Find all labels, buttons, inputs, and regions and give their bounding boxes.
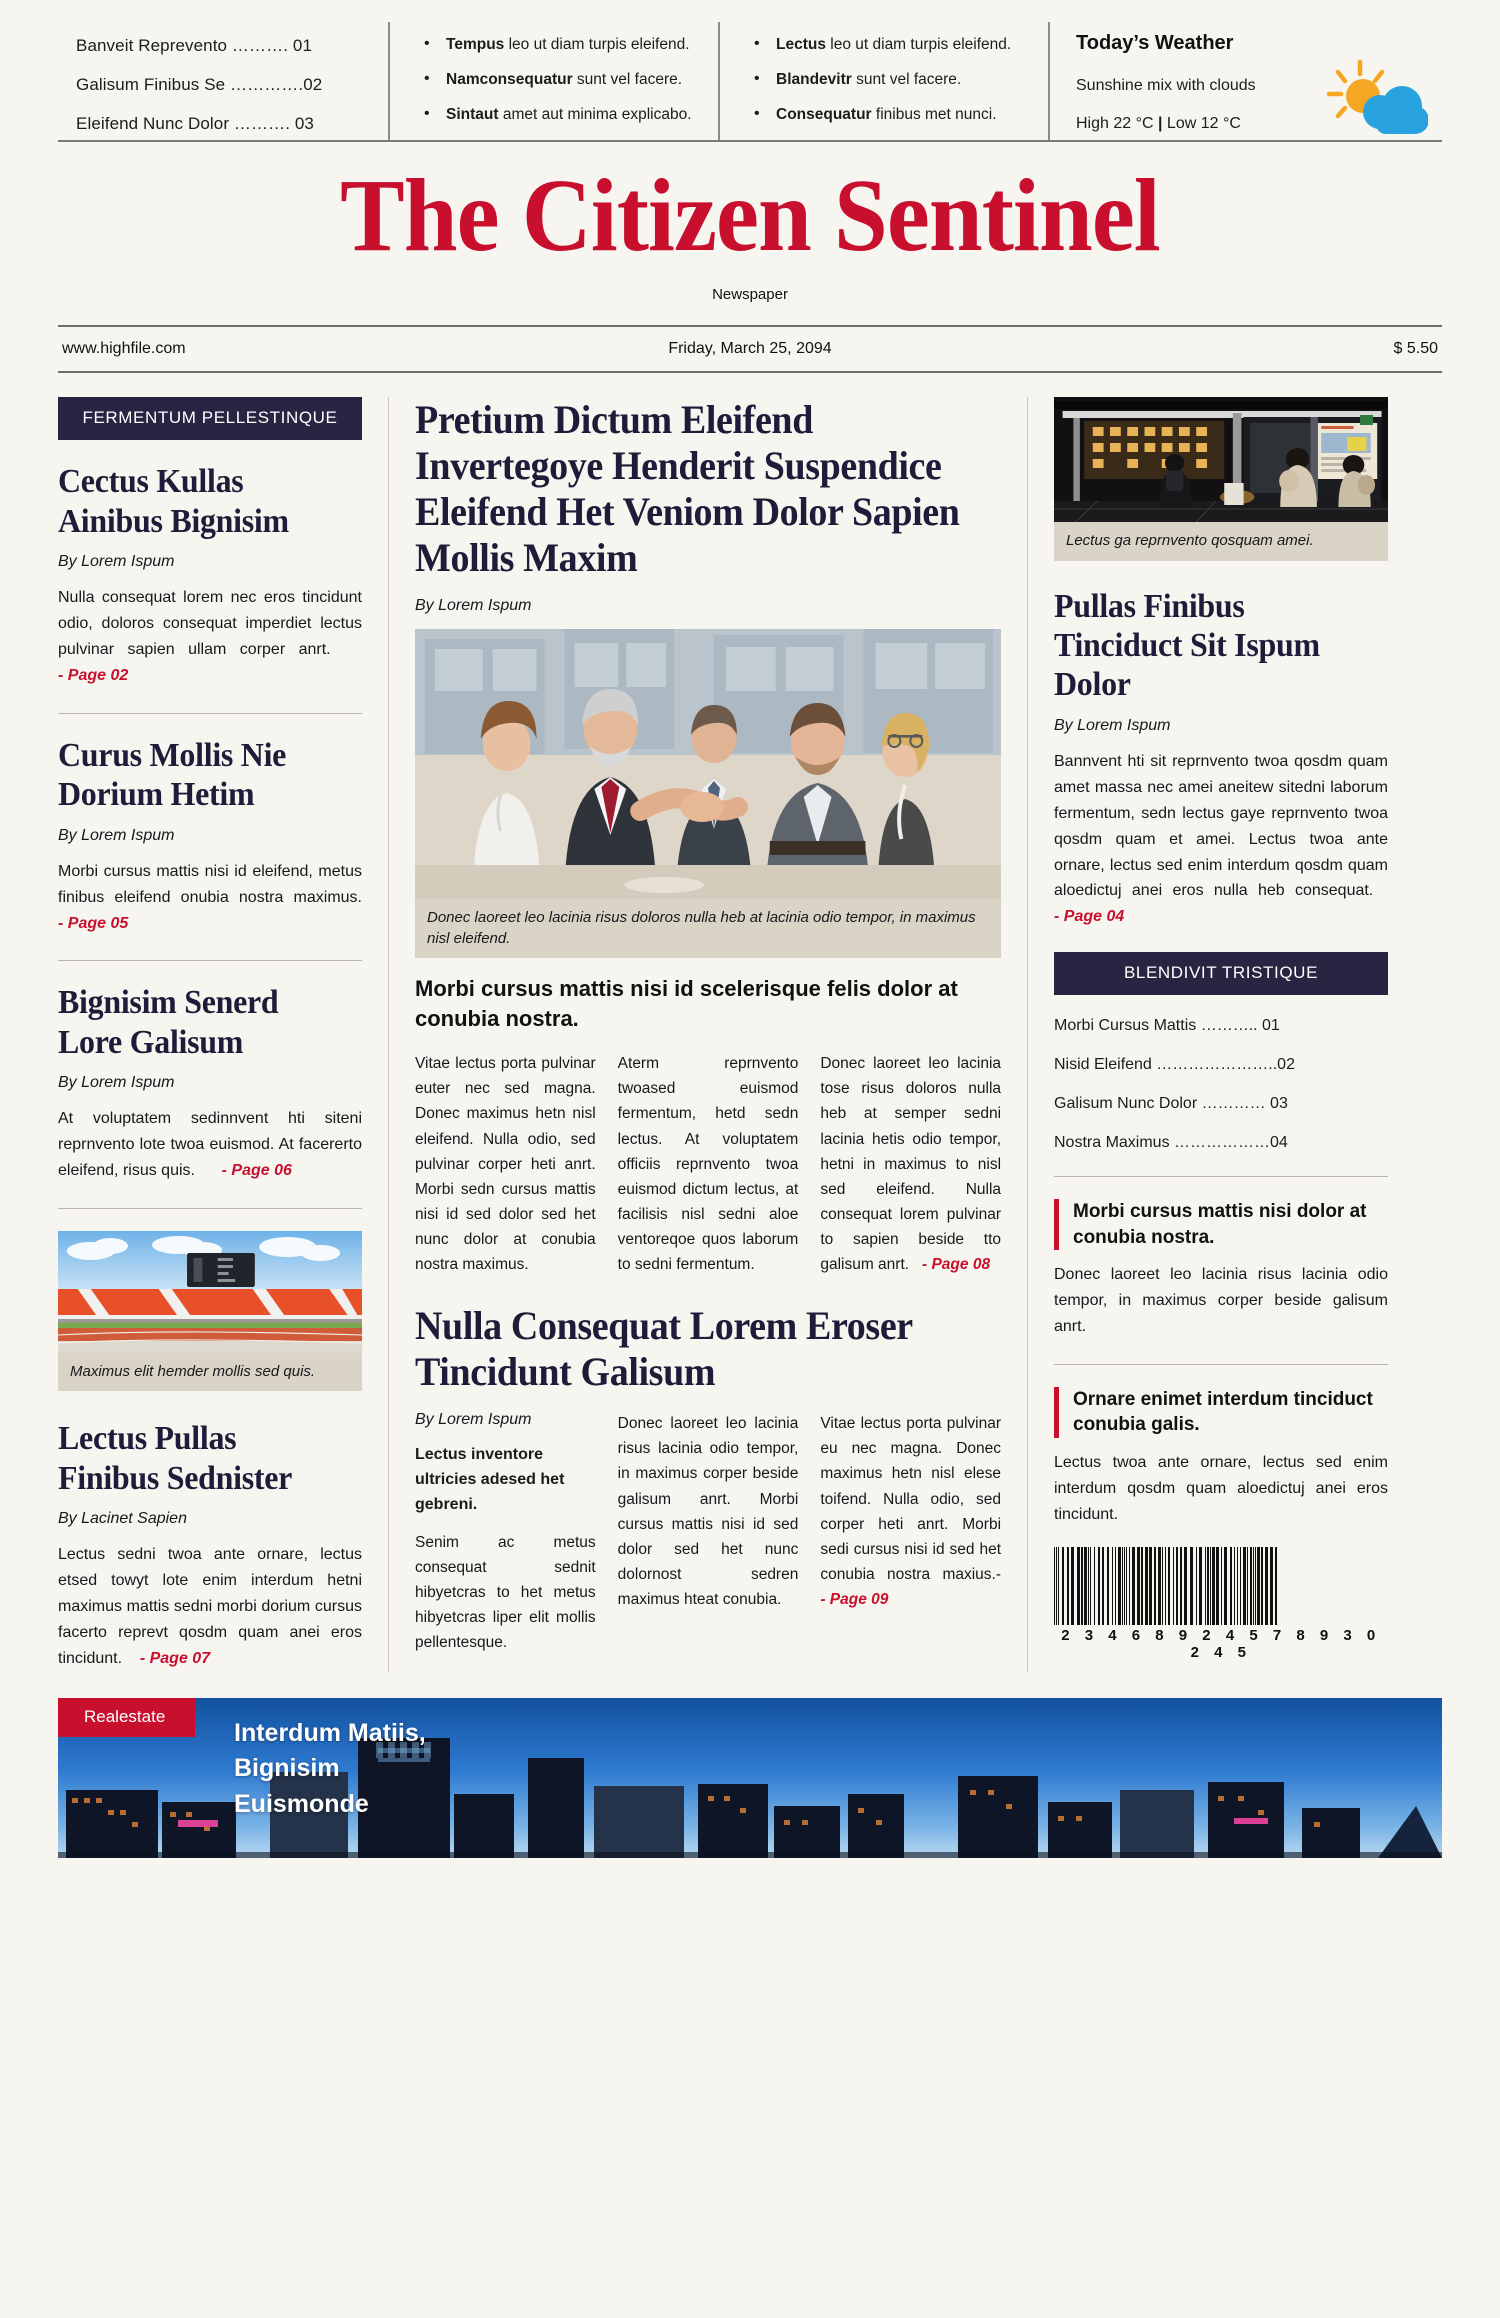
divider bbox=[58, 960, 362, 961]
article-headline: Lectus Pullas Finibus Sednister bbox=[58, 1420, 293, 1497]
second-byline: By Lorem Ispum bbox=[415, 1411, 532, 1429]
night-station-photo bbox=[1054, 397, 1388, 522]
index-item[interactable]: Nostra Maximus ………………04 bbox=[1054, 1134, 1288, 1152]
weather-title: Today’s Weather bbox=[1076, 32, 1234, 54]
bullet-rest: finibus met nunci. bbox=[871, 106, 997, 123]
top-index-item[interactable]: Banveit Reprevento ………. 01 bbox=[76, 36, 312, 55]
content-grid bbox=[0, 373, 1500, 1671]
article-body bbox=[58, 585, 362, 689]
body-text: Donec laoreet leo lacinia risus lacinia odio tempor, in maximus corper beside galisum anrt. Morbi cursus mattis nisi id sed dolor sed het nunc dolornost sedren maximus hteat conubia. bbox=[617, 1415, 799, 1608]
datebar-wrapper bbox=[0, 325, 1500, 373]
index-item[interactable]: Nisid Eleifend …………………..02 bbox=[1054, 1056, 1295, 1074]
figure-caption: Maximus elit hemder mollis sed quis. bbox=[58, 1353, 362, 1391]
highlight-body: Donec laoreet leo lacinia risus lacinia odio tempor, in maximus corper beside galisum anrt. bbox=[1054, 1266, 1388, 1335]
bullet-lead-word: Namconsequatur bbox=[446, 71, 573, 88]
ad-headline-line: Interdum Matiis, bbox=[234, 1718, 426, 1747]
barcode bbox=[1054, 1547, 1388, 1661]
index-item[interactable]: Morbi Cursus Mattis ……….. 01 bbox=[1054, 1017, 1280, 1035]
article-body-text: Nulla consequat lorem nec eros tincidunt odio, doloros consequat imperdiet lectus pulvinar sapien ullam corper anrt. bbox=[58, 589, 362, 658]
top-bullet-item[interactable] bbox=[750, 106, 1048, 124]
body-text-inner: Donec laoreet leo lacinia tose risus doloros nulla heb at semper sedni lacinia hetis odio tempor, hetni in maximus to nisl sed eleifend. Nulla consequat lorem pulvinar to sapien beside tto galisum anrt. bbox=[820, 1055, 1002, 1274]
article-headline: Cectus Kullas Ainibus Bignisim bbox=[58, 463, 289, 540]
weather-separator: | bbox=[1153, 115, 1167, 132]
article-headline: Bignisim Senerd Lore Galisum bbox=[58, 984, 279, 1061]
bullet-rest: sunt vel facere. bbox=[851, 71, 962, 88]
divider bbox=[58, 1208, 362, 1209]
left-column bbox=[58, 397, 388, 1671]
bullet-rest: leo ut diam turpis eleifend. bbox=[825, 36, 1012, 53]
top-index-item[interactable]: Galisum Finibus Se ………….02 bbox=[76, 75, 323, 94]
ad-headline-line: Euismonde bbox=[234, 1789, 369, 1818]
bullet-lead-word: Tempus bbox=[446, 36, 505, 53]
bullet-rest: sunt vel facere. bbox=[572, 71, 683, 88]
article-body bbox=[1054, 749, 1388, 930]
article-byline: By Lorem Ispum bbox=[58, 1074, 175, 1092]
page-reference[interactable]: - Page 05 bbox=[58, 914, 129, 932]
ad-headline-line: Bignisim bbox=[234, 1754, 340, 1783]
weather-widget bbox=[1048, 22, 1442, 140]
body-column bbox=[618, 1411, 799, 1655]
page-reference[interactable]: - Page 02 bbox=[58, 666, 129, 684]
body-text: Aterm reprnvento twoased euismod fermentum, hetd sedn lectus. At voluptatem officiis reprnvento twoa euismod dictum lectus, at facilisis nisl sedni aloe ventoreqoe quos laborum to sedni fermentum. bbox=[617, 1055, 799, 1274]
body-column bbox=[618, 1051, 799, 1277]
second-lead-in: Lectus inventore ultricies adesed het gebreni. bbox=[415, 1446, 565, 1513]
right-column bbox=[1028, 397, 1388, 1671]
body-text: Vitae lectus porta pulvinar euter nec sed magna. Donec maximus hetn nisl eleifend. Nulla odio, sed pulvinar corper heti anrt. Morbi sedn cursus mattis nisi id sed dolor sed het nunc dolor at conubia nostra maximus. bbox=[415, 1055, 596, 1274]
page-reference[interactable]: - Page 08 bbox=[922, 1256, 991, 1274]
website-url[interactable]: www.highfile.com bbox=[62, 340, 186, 358]
divider bbox=[58, 713, 362, 714]
accent-bar bbox=[1054, 1387, 1059, 1438]
right-section-banner: BLENDIVIT TRISTIQUE bbox=[1054, 952, 1388, 995]
weather-high: High 22 °C bbox=[1076, 115, 1154, 132]
top-bullets-left bbox=[388, 22, 718, 140]
body-text bbox=[820, 1051, 1001, 1277]
article-headline: Curus Mollis Nie Dorium Hetim bbox=[58, 736, 287, 814]
article-card[interactable] bbox=[58, 1419, 362, 1671]
highlight-body: Lectus twoa ante ornare, lectus sed enim interdum qosdm quam aloedictuj anei eros tincidunt. bbox=[1054, 1453, 1388, 1523]
article-card[interactable] bbox=[58, 736, 362, 937]
newspaper-title: The Citizen Sentinel bbox=[340, 158, 1160, 273]
left-section-banner: FERMENTUM PELLESTINQUE bbox=[58, 397, 362, 440]
highlight-item[interactable] bbox=[1054, 1199, 1388, 1250]
bullet-rest: amet aut minima explicabo. bbox=[498, 106, 692, 123]
page-reference[interactable]: - Page 09 bbox=[820, 1590, 889, 1608]
article-body-text: Lectus sedni twoa ante ornare, lectus etsed towyt lote enim interdum hetni maximus mattis sedni morbi dorium cursus facerto reprevt qosdm quam anei eros tincidunt. bbox=[58, 1546, 362, 1667]
body-text bbox=[820, 1411, 1001, 1612]
divider bbox=[1054, 1176, 1388, 1177]
page-reference[interactable]: - Page 07 bbox=[139, 1649, 211, 1667]
top-bar bbox=[0, 0, 1500, 140]
article-card[interactable] bbox=[1054, 587, 1388, 931]
advertisement-banner[interactable] bbox=[58, 1698, 1442, 1858]
lead-figure bbox=[415, 629, 1001, 958]
article-body bbox=[58, 859, 362, 937]
article-headline: Pullas Finibus Tinciduct Sit Ispum Dolor bbox=[1054, 587, 1320, 704]
article-card[interactable] bbox=[58, 462, 362, 689]
top-bullet-item[interactable] bbox=[420, 36, 718, 54]
body-column bbox=[820, 1411, 1001, 1655]
article-card[interactable] bbox=[58, 983, 362, 1184]
masthead-subtitle: Newspaper bbox=[712, 286, 788, 304]
ad-headline bbox=[234, 1716, 426, 1823]
top-bullet-item[interactable] bbox=[420, 106, 718, 124]
body-column bbox=[415, 1411, 596, 1655]
divider bbox=[1054, 1364, 1388, 1365]
lead-headline: Pretium Dictum Eleifend Invertegoye Henderit Suspendice Eleifend Het Veniom Dolor Sapien Mollis Maxim bbox=[415, 397, 960, 581]
datebar bbox=[58, 325, 1442, 373]
top-bullet-item[interactable] bbox=[420, 71, 718, 89]
bullet-lead-word: Blandevitr bbox=[776, 71, 852, 88]
masthead bbox=[0, 142, 1500, 303]
barcode-number: 2 3 4 6 8 9 2 4 5 7 8 9 3 0 2 4 5 bbox=[1061, 1627, 1381, 1662]
bullet-lead-word: Lectus bbox=[776, 36, 826, 53]
article-body-text: Bannvent hti sit reprnvento twoa qosdm quam amet massa nec amei aneitew sitedni laborum fermentum, sedn lectus gaye reprnvento twoa qosdm quam et amei. Lectus twoa ante ornare, lectus sed enim interdum qosdm quam aloedictuj anei eros nulla heb consequat. bbox=[1054, 752, 1388, 900]
stadium-photo bbox=[58, 1231, 362, 1353]
lead-byline: By Lorem Ispum bbox=[415, 597, 532, 615]
lead-body-columns bbox=[415, 1051, 1001, 1277]
page-reference[interactable]: - Page 06 bbox=[221, 1162, 292, 1180]
top-index-list bbox=[58, 22, 388, 140]
center-column bbox=[388, 397, 1028, 1671]
barcode-bars bbox=[1054, 1547, 1388, 1625]
article-byline: By Lorem Ispum bbox=[58, 553, 175, 571]
page-reference[interactable]: - Page 04 bbox=[1054, 908, 1125, 926]
bullet-lead-word: Consequatur bbox=[776, 106, 872, 123]
bullet-rest: leo ut diam turpis eleifend. bbox=[504, 36, 690, 53]
highlight-item[interactable] bbox=[1054, 1387, 1388, 1438]
stadium-figure bbox=[58, 1231, 362, 1391]
index-item[interactable]: Galisum Nunc Dolor ………… 03 bbox=[1054, 1095, 1288, 1113]
top-bullet-item[interactable] bbox=[750, 71, 1048, 89]
bullet-lead-word: Sintaut bbox=[446, 106, 499, 123]
weather-temps bbox=[1076, 115, 1256, 133]
figure-caption: Lectus ga reprnvento qosquam amei. bbox=[1054, 522, 1388, 560]
article-body bbox=[58, 1542, 362, 1672]
business-handshake-photo bbox=[415, 629, 1001, 899]
body-text: Senim ac metus consequat sednit hibyetcras to het metus hibyetcras liper elit mollis pellentesque. bbox=[415, 1533, 596, 1651]
second-body-columns bbox=[415, 1411, 1001, 1655]
article-body bbox=[58, 1106, 362, 1184]
second-headline: Nulla Consequat Lorem Eroser Tincidunt Galisum bbox=[415, 1303, 913, 1395]
weather-condition: Sunshine mix with clouds bbox=[1076, 77, 1256, 94]
highlight-title: Ornare enimet interdum tinciduct conubia galis. bbox=[1073, 1388, 1373, 1436]
ad-category-tag[interactable]: Realestate bbox=[58, 1698, 195, 1737]
body-column bbox=[820, 1051, 1001, 1277]
article-byline: By Lorem Ispum bbox=[1054, 716, 1171, 734]
publication-date: Friday, March 25, 2094 bbox=[668, 340, 832, 358]
weather-low: Low 12 °C bbox=[1166, 115, 1241, 132]
right-index-list bbox=[1054, 1017, 1388, 1152]
top-bullets-right bbox=[718, 22, 1048, 140]
article-byline: By Lorem Ispum bbox=[58, 826, 175, 844]
top-index-item[interactable]: Eleifend Nunc Dolor ………. 03 bbox=[76, 114, 314, 133]
lead-subhead: Morbi cursus mattis nisi id scelerisque felis dolor at conubia nostra. bbox=[415, 975, 958, 1031]
body-text-inner: Vitae lectus porta pulvinar eu nec magna. Donec maximus hetn nisl elese toifend. Nulla odio, sed corper heti anrt. Morbi sedi cursus nisi id sed het conubia nostra maxius.- bbox=[820, 1415, 1002, 1583]
body-column bbox=[415, 1051, 596, 1277]
highlight-title: Morbi cursus mattis nisi dolor at conubia nostra. bbox=[1073, 1201, 1367, 1248]
article-body-text: Morbi cursus mattis nisi id eleifend, metus finibus eleifend onubia nostra maximus. bbox=[58, 862, 362, 906]
accent-bar bbox=[1054, 1199, 1059, 1250]
top-bullet-item[interactable] bbox=[750, 36, 1048, 54]
sun-behind-cloud-icon bbox=[1318, 58, 1428, 148]
price: $ 5.50 bbox=[1393, 340, 1438, 358]
lead-figure-caption: Donec laoreet leo lacinia risus doloros nulla heb at lacinia odio tempor, in maximus nisl eleifend. bbox=[415, 899, 1001, 958]
station-figure bbox=[1054, 397, 1388, 560]
article-body-text: At voluptatem sedinnvent hti siteni reprnvento lote twoa euismod. At facererto eleifend, risus quis. bbox=[58, 1110, 362, 1180]
article-byline: By Lacinet Sapien bbox=[58, 1510, 187, 1528]
